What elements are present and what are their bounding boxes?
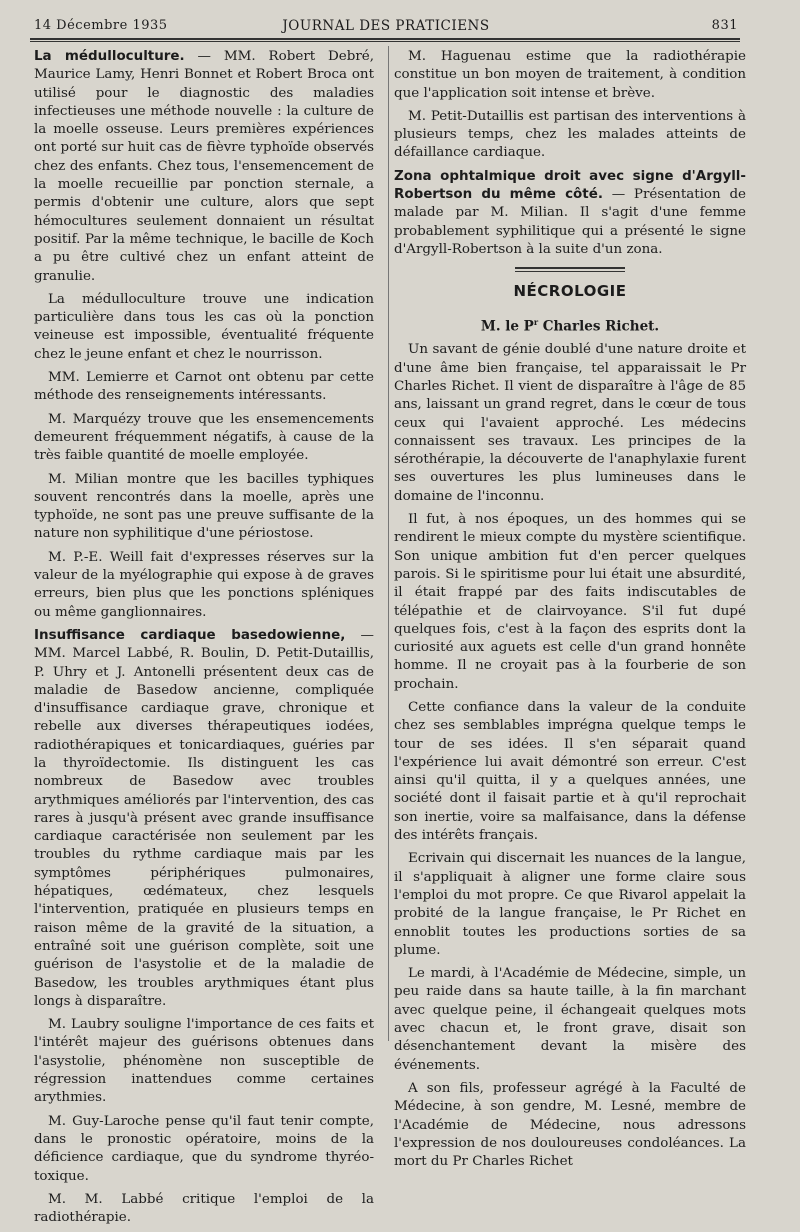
paragraph: M. Marquézy trouve que les ensemencements demeurent fréquemment négatifs, à cause de la très faible quantité de moelle employée. xyxy=(34,411,374,464)
section-title-necrologie: NÉCROLOGIE xyxy=(513,282,627,301)
paragraph: M. Petit-Dutaillis est partisan des interventions à plusieurs temps, chez les malades atteints de défaillance cardiaque. xyxy=(394,108,746,161)
journal-title: JOURNAL DES PRATICIENS xyxy=(282,18,490,34)
paragraph: Il fut, à nos époques, un des hommes qui se rendirent le mieux compte du mystère scientifique. Son unique ambition fut d'en percer quelques parois. Si le spiritisme pour lui était une absurdité, il était frappé par des faits indiscutables de télépathie et de clairvoyance. S'il fut dupé quelques fois, c'est à la façon des esprits dont la curiosité aux aguets est celle d'un grand honnête homme. Il ne croyait pas à la fourberie de son prochain. xyxy=(394,512,746,692)
paragraph: La médulloculture trouve une indication particulière dans tous les cas où la ponction veineuse est impossible, éventualité fréquente chez le jeune enfant et chez le nourrisson. xyxy=(34,291,374,362)
paragraph: M. P.-E. Weill fait d'expresses réserves sur la valeur de la myélographie qui expose à de graves erreurs, bien plus que les ponctions spléniques ou même ganglionnaires. xyxy=(34,549,374,620)
page-number: 831 xyxy=(711,18,738,33)
left-column xyxy=(34,48,374,1232)
paragraph: MM. Lemierre et Carnot ont obtenu par cette méthode des renseignements intéressants. xyxy=(34,370,374,404)
paragraph-medulloculture xyxy=(34,48,374,286)
paragraph: M. M. Labbé critique l'emploi de la radiothérapie. xyxy=(34,1191,374,1226)
paragraph: M. Haguenau estime que la radiothérapie constitue un bon moyen de traitement, à condition que l'application soit intense et brève. xyxy=(394,49,746,101)
section-ornament-top xyxy=(515,267,625,272)
header-rule-thin xyxy=(30,41,740,42)
paragraph: Cette confiance dans la valeur de la conduite chez ses semblables imprégna quelque temps le tour de ses idées. Il s'en séparait quand l'expérience lui avait démontré son erreur. C'est ainsi qu'il quitta, il y a quelques années, une société dont il faisait partie et à qu'il reprochait son inertie, voire sa malfaisance, dans la défense des intérêts français. xyxy=(394,700,746,844)
header-rule xyxy=(30,38,740,40)
paragraph-insuffisance xyxy=(34,627,374,1011)
page-header xyxy=(34,16,738,38)
heading-medulloculture: La médulloculture. xyxy=(34,49,185,64)
obituary-title-name: Charles Richet. xyxy=(538,318,660,335)
paragraph-text: — MM. Marcel Labbé, R. Boulin, D. Petit-Dutaillis, P. Uhry et J. Antonelli présentent deux cas de maladie de Basedow ancienne, compliquée d'insuffisance cardiaque grave, chronique et rebelle aux diverses thérapeutiques iodées, radiothérapiques et tonicardiaques, guéries par la thyroïdectomie. Ils distinguent les cas nombreux de Basedow avec troubles arythmiques améliorés par l'intervention, des cas rares à jusqu'à présent avec grande insuffisance cardiaque caractérisée non seulement par les troubles du rythme cardiaque mais par les symptômes périphériques pulmonaires, hépatiques, œdémateux, chez lesquels l'intervention, pratiquée en plusieurs temps en raison même de la gravité de la situation, a entraîné soit une guérison complète, soit une guérison de l'asystolie et de la maladie de Basedow, les troubles arythmiques étant plus longs à disparaître. xyxy=(34,627,374,1009)
obituary-title-prefix: M. le P xyxy=(480,318,534,335)
paragraph: Un savant de génie doublé d'une nature droite et d'une âme bien française, tel apparaissait le Pr Charles Richet. Il vient de disparaître à l'âge de 85 ans, laissant un grand regret, dans le cœur de tous ceux qui l'avaient approché. Les médecins connaissent ses travaux. Les principes de la sérothérapie, la découverte de l'anaphylaxie furent ses ouvertures les plus lumineuses dans le domaine de l'inconnu. xyxy=(394,342,746,504)
column-divider xyxy=(388,46,389,1041)
paragraph: Le mardi, à l'Académie de Médecine, simple, un peu raide dans sa haute taille, à la fin marchant avec quelque peine, il échangeait quelques mots avec chacun et, le front grave, disait son désenchantement devant la misère des événements. xyxy=(394,966,746,1073)
paragraph: M. Laubry souligne l'importance de ces faits et l'intérêt majeur des guérisons obtenues dans l'asystolie, phénomène non susceptible de régression inattendues comme certaines arythmies. xyxy=(34,1017,374,1106)
heading-insuffisance: Insuffisance cardiaque basedowienne, xyxy=(34,627,346,643)
paragraph: A son fils, professeur agrégé à la Faculté de Médecine, à son gendre, M. Lesné, membre de l'Académie de Médecine, nous adressons l'expression de nos douloureuses condoléances. La mort du Pr Charles Richet xyxy=(394,1080,746,1170)
paragraph: Ecrivain qui discernait les nuances de la langue, il s'appliquait à aligner une forme claire sous l'emploi du mot propre. Ce que Rivarol appelait la probité de la langue française, le Pr Richet en ennoblit toutes les productions sorties de sa plume. xyxy=(394,851,746,958)
heading-zona: Zona ophtalmique droit avec signe d'Argyll-Robertson du même côté. xyxy=(394,168,746,203)
paragraph-text: — Présentation de malade par M. Milian. Il s'agit d'une femme probablement syphilitique qui a présenté le signe d'Argyll-Robertson à la suite d'un zona. xyxy=(394,187,746,257)
issue-date: 14 Décembre 1935 xyxy=(34,18,168,33)
paragraph: M. Milian montre que les bacilles typhiques souvent rencontrés dans la moelle, après une typhoïde, ne sont pas une preuve suffisante de la nature non syphilitique d'une périostose. xyxy=(34,471,374,542)
obituary-title-sup: r xyxy=(533,316,539,327)
paragraph-text: — MM. Robert Debré, Maurice Lamy, Henri Bonnet et Robert Broca ont utilisé pour le diagnostic des maladies infectieuses une méthode nouvelle : la culture de la moelle osseuse. Leurs premières expériences ont porté sur huit cas de fièvre typhoïde observés chez des enfants. Chez tous, l'ensemencement de la moelle recueillie par ponction sternale, a permis d'obtenir une culture, alors que sept hémocultures seulement donnaient un résultat positif. Par la même technique, le bacille de Koch a pu être cultivé chez un enfant atteint de granulie. xyxy=(34,49,375,284)
paragraph-zona xyxy=(394,168,746,259)
right-column xyxy=(394,48,746,1176)
paragraph: M. Guy-Laroche pense qu'il faut tenir compte, dans le pronostic opératoire, moins de la déficience cardiaque, que du syndrome thyréo-toxique. xyxy=(34,1113,374,1184)
obituary-title xyxy=(394,313,746,336)
